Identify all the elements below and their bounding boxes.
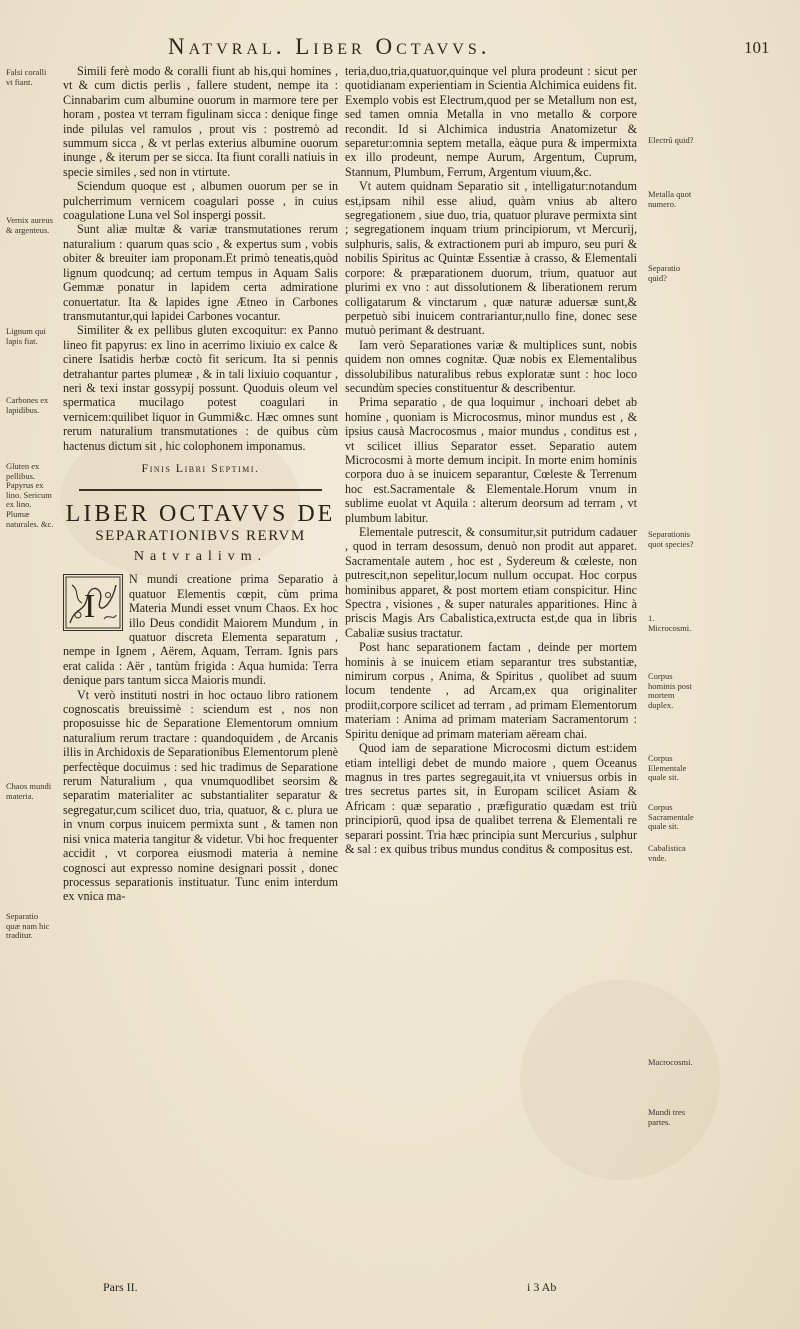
left-text-column (63, 64, 338, 1294)
margin-note: 1. Microcosmi. (648, 613, 692, 633)
margin-note: Cabalistica vnde. (648, 843, 686, 863)
margin-note: Separatio quid? (648, 263, 681, 283)
paragraph: Prima separatio , de qua loquimur , inchoari debet ab homine , quoniam is Microcosmus, minor mundus est , & ipsius causà Macrocosmus , maior mundus , conditus est , vt scilicet illius Separator esset. Separatio autem Microcosmi à morte demum incipit. In morte enim hominis corpora duo à se inuicem separantur, Cœleste & Terrenum hoc est.Sacramentale & Elementale.Horum vnum in sublime euolat vt Aquila : alterum deorsum ad terram , vt plumbum labitur. (345, 395, 637, 525)
margin-note: Carbones ex lapidibus. (6, 395, 49, 415)
margin-note: Corpus hominis post mortem duplex. (648, 671, 692, 710)
margin-note: Vernix aureus & argenteus. (6, 215, 53, 235)
margin-note: Metalla quot numero. (648, 189, 692, 209)
paragraph: N mundi creatione prima Separatio à quatuor Elementis cœpit, cùm prima Materia Mundi esset vnum Chaos. Ex hoc illo Deus condidit Maiorem Mundum , in quatuor discreta Elementa separatum , nempe in Ignem , Aërem, Aquam, Terram. Ignis pars erat calida : Aër , tantùm frigida : Aqua humida: Terra denique pars tantum sicca Maioris mundi. (63, 572, 338, 688)
right-text-column (345, 64, 637, 1294)
paragraph: Sciendum quoque est , albumen ouorum per se in pulcherrimum vernicem coagulari posse , in cuius coagulatione Luna vel Sol inspergi possit. (63, 179, 338, 223)
page-number: 101 (744, 38, 770, 57)
margin-note: Corpus Sacramentale quale sit. (648, 802, 694, 832)
margin-note: Separatio quæ nam hic traditur. (6, 911, 50, 941)
paragraph: Quod iam de separatione Microcosmi dictum est:idem etiam intelligi debet de mundo maiore , quem Oceanus magnus in tres partes segregauit,ita vt vniuersus orbis in tres secretus partes sit, in Europam scilicet Asiam & Africam : quæ separatio , præfiguratio quædam est triù principiorū, quod ipsa de qualibet terrena & Elementali re separari possint. Tria hæc principia sunt Mercurius , sulphur & sal : ex quibus tribus mundus conditus & compositus est. (345, 741, 637, 856)
paragraph: Similiter & ex pellibus gluten excoquitur: ex Panno lineo fit papyrus: ex lino in acerrimo lixiuio ex calce & cinere Isatidis herbæ coctò fit sericum. Ita si pennis detrahantur partes plumeæ , & in tali lixiuio coquantur , neri & texi instar gossypij possunt. Quoduis oleum vel spermatica mucilago potest coagulari in vernicem:quilibet liquor in Gummi&c. Hæc omnes sunt rerum naturalium transmutationes : de quibus cùm hactenus dictum sit , hic colophonem imponamus. (63, 323, 338, 453)
finis-line: Finis Libri Septimi. (141, 460, 260, 475)
paragraph: Simili ferè modo & coralli fiunt ab his,qui homines , vt & cum dictis perlis , fallere student, nempe ita : Cinnabarim cum albumine ouorum in marmore tere per horam , postea vt terram figulinam sicca : denique finge inde pilulas vel ramulos , prout vis : postremò ad summum sicca , & vt perlas exterius albumine ouorum inunge , & iterum per se sicca. Ita fiunt coralli natiuis in specie similes , sed non in vtirtute. (63, 64, 338, 179)
section-rule (79, 489, 322, 491)
margin-note: Electrū quid? (648, 135, 694, 145)
book-subtitle-2: Natvralivm. (133, 549, 268, 565)
page-header (0, 34, 800, 64)
svg-text:I: I (84, 588, 96, 626)
paragraph: Iam verò Separationes variæ & multiplices sunt, nobis quidem non omnes cognitæ. Quæ nobis ex Elementalibus dissolubilibus naturalibus rebus exploratæ sunt : hoc loco secundùm species constituentur & describentur. (345, 337, 637, 395)
margin-note: Corpus Elementale quale sit. (648, 753, 687, 783)
paragraph: Vt autem quidnam Separatio sit , intelligatur:notandum est,ipsam nihil esse aliud, quàm vnius ab altero segregationem , siue duo, tria, quatuor plurave permixta sint ; segregationem inquam trium principiorum, vt Mercurij, sulphuris, salis, & extractionem puri ab impuro, seu puri & nobilis Spiritus ac Quintæ Essentiæ à crasso, & Elementali corpore: & præparationem duorum, trium, quatuor aut plurimi ex vno : aut dissolutionem & liberationem rerum colligatarum & vinctarum , quæ naturæ aduersæ sunt,& perpetuò sibi inuicem contrariantur,nullo fine, donec sese mutuò perimant & destruant. (345, 179, 637, 338)
catchword: Pars II. (103, 1280, 138, 1294)
margin-note: Macrocosmi. (648, 1057, 693, 1067)
margin-note: Mundi tres partes. (648, 1107, 686, 1127)
paragraph: Vt verò instituti nostri in hoc octauo libro rationem cognoscatis breuissimè : sciendum est , nos non proposuisse hic de Separatione Elementorum omnium naturalium rerum tractare : quandoquidem , de Arcanis illis in Archidoxis de Separationibus Elementorum plenè perfectèque docuimus : sed hic tradimus de Separatione rerum Naturalium , qua vnumquodlibet seorsim & separatim materialiter ac substantialiter separatur & segregatur,cum scilicet duo, tria, quatuor, & c. plura ue in vnum corpus inuicem permixta sunt , & tamen non nisi vnica materia tangitur & videtur. Vbi hoc frequenter accidit , vt corporea eiusmodi materia à nemine cognosci aut expresso nomine designari possit , donec processus separationis instituatur. Tunc enim interdum ex vnica ma- (63, 687, 338, 904)
margin-note: Chaos mundi materia. (6, 781, 52, 801)
margin-note: Falsi coralli vt fiant. (6, 67, 47, 87)
paragraph: teria,duo,tria,quatuor,quinque vel plura prodeunt : sicut per quotidianam experientiam in Scientia Alchimica euidens fit. Exemplo vobis est Electrum,quod per se Metallum non est, sed tamen omnia Metalla in vno metallo & corpore recondit. Id si Alchimica industria Anatomizetur & separetur:omnia septem metalla, eàque pura & impermixta ex illo prodeunt, nempe Aurum, Argentum, Cuprum, Stannum, Plumbum, Ferrum, Argentum viuum,&c. (345, 64, 637, 179)
book-title: LIBER OCTAVVS DE (65, 501, 336, 528)
running-title: Natvral. Liber Octavvs. (168, 34, 491, 59)
chapter-opening (63, 572, 338, 687)
book-subtitle: SEPARATIONIBVS RERVM (95, 528, 306, 545)
paper-stain (520, 980, 720, 1180)
paragraph: Post hanc separationem factam , deinde per mortem hominis à se inuicem etiam separantur tres substantiæ, nimirum corpus , Anima, & Spiritus , quolibet ad suum locum tendente , ad Arcam,ex qua originaliter prodiit,corpore scilicet ad terram , ad primam Elementorum materiam : Anima ad primam materiam Sacramentorum : Spiritu denique ad primam materiam aëream chai. (345, 640, 637, 741)
paragraph: Sunt aliæ multæ & variæ transmutationes rerum naturalium : quarum quas scio , & expertus sum , vobis obiter & breuiter iam proponam.Et primò teneatis,quòd lignum quodcunq; ad certum tempus in Aquam Salis Gemmæ ponatur in lapidem certa admiratione conuertatur. Ita & lapides igne Ætneo in Carbones transmutantur,qui lapidei Carbones vocantur. (63, 222, 338, 323)
catchword: i 3 Ab (527, 1280, 557, 1294)
margin-note: Gluten ex pellibus. Papyrus ex lino. Sericum ex lino. Plumæ naturales. &c. (6, 461, 54, 529)
margin-note: Separationis quot species? (648, 529, 694, 549)
margin-note: Lignum qui lapis fiat. (6, 326, 46, 346)
paragraph: Elementale putrescit, & consumitur,sit putridum cadauer , quod in terram desossum, denuò non prodit aut apparet. Sacramentale autem , hoc est , Sydereum & cœleste, non putrescit,non sepelitur,locum nullum occupat. Hoc corpus hominibus apparet, & post mortem etiam conspicitur. Hinc Spectra , visiones , & super naturales apparitiones. Hinc à priscis Magis Ars Cabalistica,extructa est,de qua in libris Cabaliæ susius tractatur. (345, 525, 637, 640)
ornamental-initial-icon (63, 574, 123, 631)
